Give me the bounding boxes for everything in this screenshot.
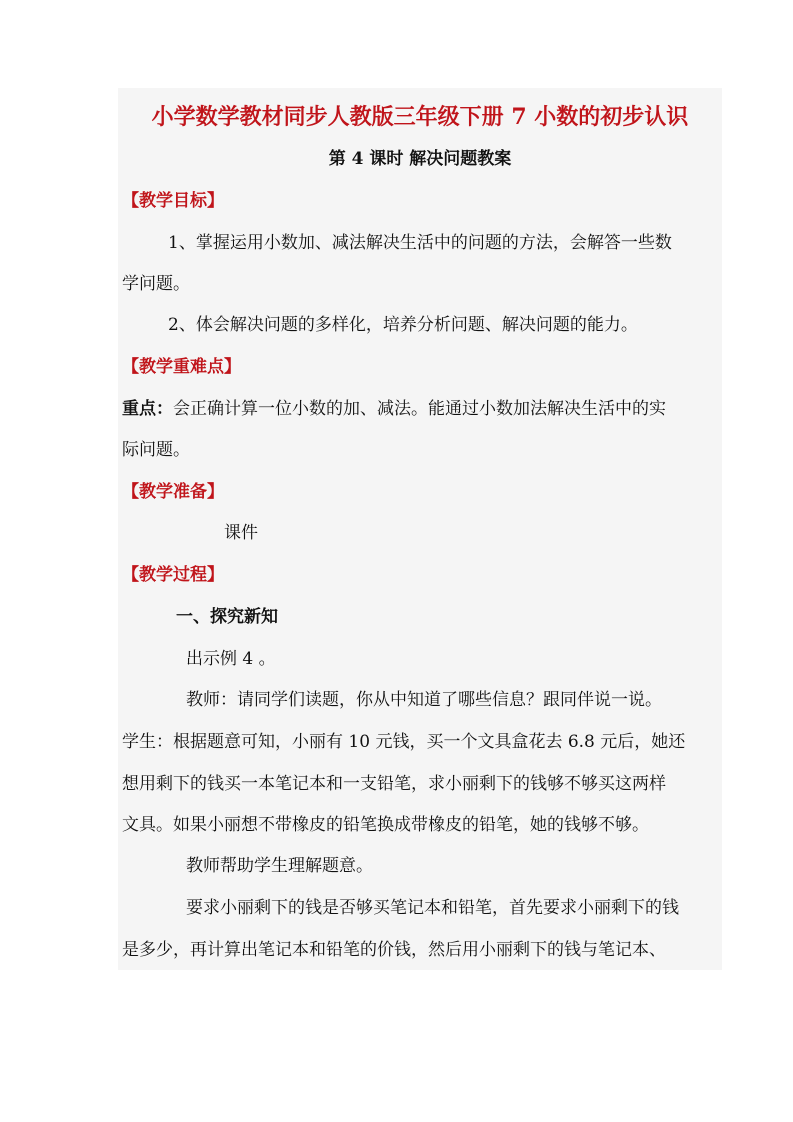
paragraph-analysis-line-2: 是多少，再计算出笔记本和铅笔的价钱，然后用小丽剩下的钱与笔记本、	[122, 940, 666, 960]
goal-1-line-1: 1、掌握运用小数加、减法解决生活中的问题的方法，会解答一些数	[168, 233, 672, 253]
paragraph-analysis-line-1: 要求小丽剩下的钱是否够买笔记本和铅笔，首先要求小丽剩下的钱	[186, 898, 679, 918]
document-subtitle: 第 4 课时 解决问题教案	[328, 149, 512, 169]
preparation-heading: 【教学准备】	[122, 482, 224, 502]
key-points-line-2: 际问题。	[122, 440, 190, 460]
process-subheading: 一、探究新知	[176, 607, 278, 627]
paragraph-teacher: 教师：请同学们读题，你从中知道了哪些信息？跟同伴说一说。	[186, 690, 662, 710]
goals-heading: 【教学目标】	[122, 191, 224, 211]
key-points-heading: 【教学重难点】	[122, 357, 241, 377]
paragraph-student-line-2: 想用剩下的钱买一本笔记本和一支铅笔，求小丽剩下的钱够不够买这两样	[122, 774, 666, 794]
document-title: 小学数学教材同步人教版三年级下册 7 小数的初步认识	[151, 104, 689, 130]
process-heading: 【教学过程】	[122, 565, 224, 585]
key-points-label: 重点：	[122, 399, 173, 419]
goal-2: 2、体会解决问题的多样化，培养分析问题、解决问题的能力。	[168, 315, 638, 335]
key-points-line-1	[122, 396, 666, 422]
paragraph-example: 出示例 4 。	[186, 649, 276, 669]
goal-1-line-2: 学问题。	[122, 274, 190, 294]
preparation-item: 课件	[224, 523, 258, 543]
key-points-text: 会正确计算一位小数的加、减法。能通过小数加法解决生活中的实	[173, 399, 666, 419]
paragraph-student-line-3: 文具。如果小丽想不带橡皮的铅笔换成带橡皮的铅笔，她的钱够不够。	[122, 815, 649, 835]
paragraph-student-line-1: 学生：根据题意可知，小丽有 10 元钱，买一个文具盒花去 6.8 元后，她还	[122, 732, 686, 752]
paragraph-teacher-help: 教师帮助学生理解题意。	[186, 856, 373, 876]
document-page	[118, 88, 722, 970]
